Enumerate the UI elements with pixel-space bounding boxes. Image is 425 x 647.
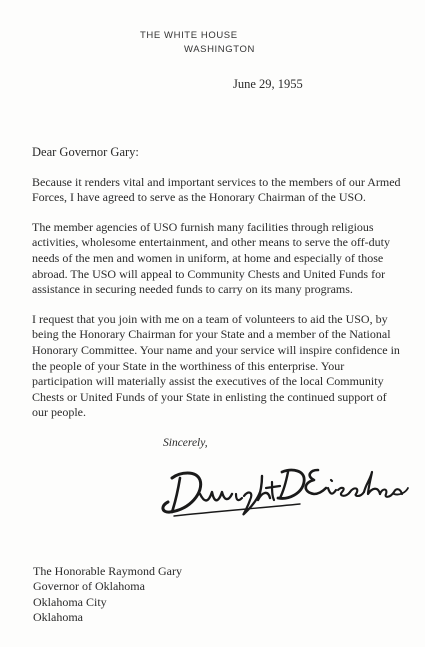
salutation: Dear Governor Gary: [32, 145, 139, 159]
paragraph-2: The member agencies of USO furnish many facilities through religious activities, wholesome entertainment, and other means to serve the off-duty needs of the men and women in uniform, at home and especially of those abroad. The USO will appeal to Community Chests and United Funds for assistance in securing needed funds to carry on its many programs. [32, 219, 391, 297]
signature-icon [150, 442, 412, 522]
address-line-3: Oklahoma City [33, 594, 107, 609]
paragraph-3: I request that you join with me on a team of volunteers to aid the USO, by being the Honorary Chairman for your State and a member of the National Honorary Committee. Your name and your service will inspire confidence in the people of your State in the worthiness of this enterprise. Your participation will materially assist the executives of the local Community Chests or United Funds of your State in enlisting the continued support of our people. [32, 311, 400, 420]
address-line-1: The Honorable Raymond Gary [33, 564, 182, 578]
address-line-4: Oklahoma [33, 610, 83, 625]
letterhead-title: THE WHITE HOUSE [140, 30, 238, 41]
address-line-2: Governor of Oklahoma [33, 579, 145, 594]
letterhead-location: WASHINGTON [184, 44, 255, 55]
letterhead [0, 28, 425, 60]
letter-body [32, 145, 402, 435]
letter-date: June 29, 1955 [233, 77, 303, 91]
closing: Sincerely, [163, 437, 208, 449]
recipient-address [33, 564, 182, 626]
paragraph-1: Because it renders vital and important services to the members of our Armed Forces, I have agreed to serve as the Honorary Chairman of the USO. [32, 174, 401, 205]
